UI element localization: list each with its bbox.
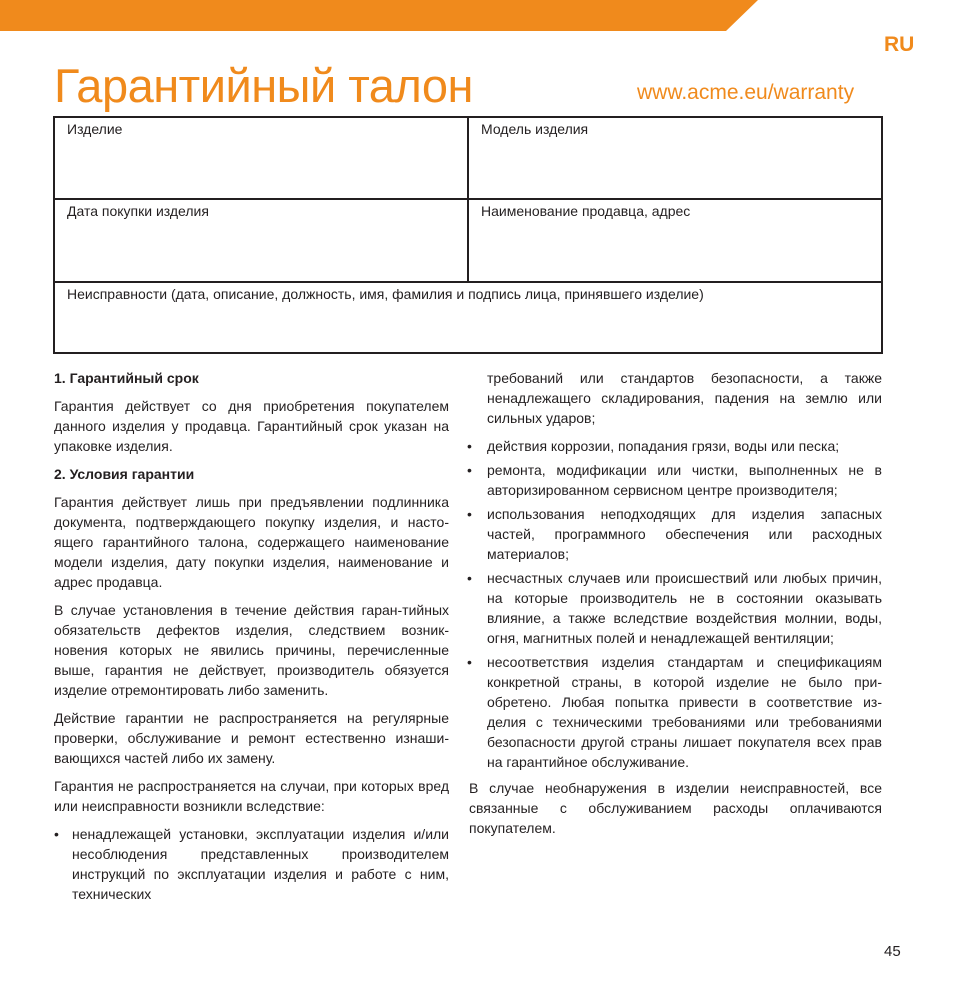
defects-field: Неисправности (дата, описание, должность, имя, фамилия и подпись лица, принявшего изделие)	[54, 282, 882, 353]
warranty-form-table	[53, 116, 883, 354]
list-item-text: использования неподходящих для изделия запасных частей, программного обеспечения или расходных материалов;	[487, 506, 882, 562]
section2-paragraph-3: Действие гарантии не распространяется на регулярные проверки, обслуживание и ремонт естественно изнаши-вающихся частей либо их замену.	[54, 710, 449, 766]
section2-paragraph-4: Гарантия не распространяется на случаи, при которых вред или неисправности возникли вследствие:	[54, 778, 449, 814]
list-item-text: несчастных случаев или происшествий или любых причин, на которые производитель не в состоянии оказывать влияние, а также вследствие воздействия молнии, воды, огня, магнитных полей и ненадлежащей вентиляции;	[487, 570, 882, 646]
list-item-text: несоответствия изделия стандартам и спецификациям конкретной страны, в которой изделие не было при-обретено. Любая попытка привести в соответствие из-делия с техническими требованиями или требованиями безопасности другой страны лишает покупателя всех прав на гарантийное обслуживание.	[487, 654, 882, 770]
warranty-url: www.acme.eu/warranty	[637, 81, 855, 104]
section2-paragraph-2: В случае установления в течение действия гаран-тийных обязательств дефектов изделия, следствием возник-новения которых не явились причины, перечисленные выше, гарантия не действует, производитель обязуется изделие отремонтировать либо заменить.	[54, 602, 449, 698]
exclusions-list	[54, 824, 449, 904]
top-orange-banner	[0, 0, 954, 31]
page-title: Гарантийный талон	[54, 59, 473, 112]
final-paragraph: В случае необнаружения в изделии неисправностей, все связанные с обслуживанием расходы оплачиваются покупателем.	[469, 780, 882, 836]
list-item-text: ненадлежащей установки, эксплуатации изделия и/или несоблюдения представленных производителем инструкций по эксплуатации изделия и работе с ним, технических	[72, 826, 449, 902]
model-field: Модель изделия	[468, 117, 882, 199]
bullet-icon: •	[467, 438, 472, 454]
product-field: Изделие	[54, 117, 468, 199]
section1-heading: 1. Гарантийный срок	[54, 370, 199, 386]
bullet-icon: •	[467, 506, 472, 522]
purchase-date-field: Дата покупки изделия	[54, 199, 468, 281]
section1-paragraph: Гарантия действует со дня приобретения покупателем данного изделия у продавца. Гарантийный срок указан на упаковке изделия.	[54, 398, 449, 454]
bullet-icon: •	[467, 462, 472, 478]
language-code: RU	[884, 33, 915, 56]
list-item	[467, 652, 882, 772]
left-column	[54, 368, 449, 910]
list-item	[467, 504, 882, 564]
list-item-text: действия коррозии, попадания грязи, воды или песка;	[487, 438, 840, 454]
page-number: 45	[884, 943, 901, 960]
list-item-text: ремонта, модификации или чистки, выполненных не в авторизированном сервисном центре производителя;	[487, 462, 882, 498]
list-item	[467, 460, 882, 500]
section2-paragraph-1: Гарантия действует лишь при предъявлении подлинника документа, подтверждающего покупку изделия, и насто-ящего гарантийного талона, содержащего наименование модели изделия, дату покупки изделия, наименование и адрес продавца.	[54, 494, 449, 590]
list-item	[467, 568, 882, 648]
list-item-continuation: требований или стандартов безопасности, а также ненадлежащего складирования, падения на землю или сильных ударов;	[487, 370, 882, 426]
bullet-icon: •	[467, 570, 472, 586]
list-item	[54, 824, 449, 904]
seller-field: Наименование продавца, адрес	[468, 199, 882, 281]
section2-heading: 2. Условия гарантии	[54, 466, 195, 482]
bullet-icon: •	[54, 826, 59, 842]
exclusions-list-continued	[467, 436, 882, 772]
right-column	[467, 368, 882, 846]
list-item	[467, 436, 882, 456]
bullet-icon: •	[467, 654, 472, 670]
